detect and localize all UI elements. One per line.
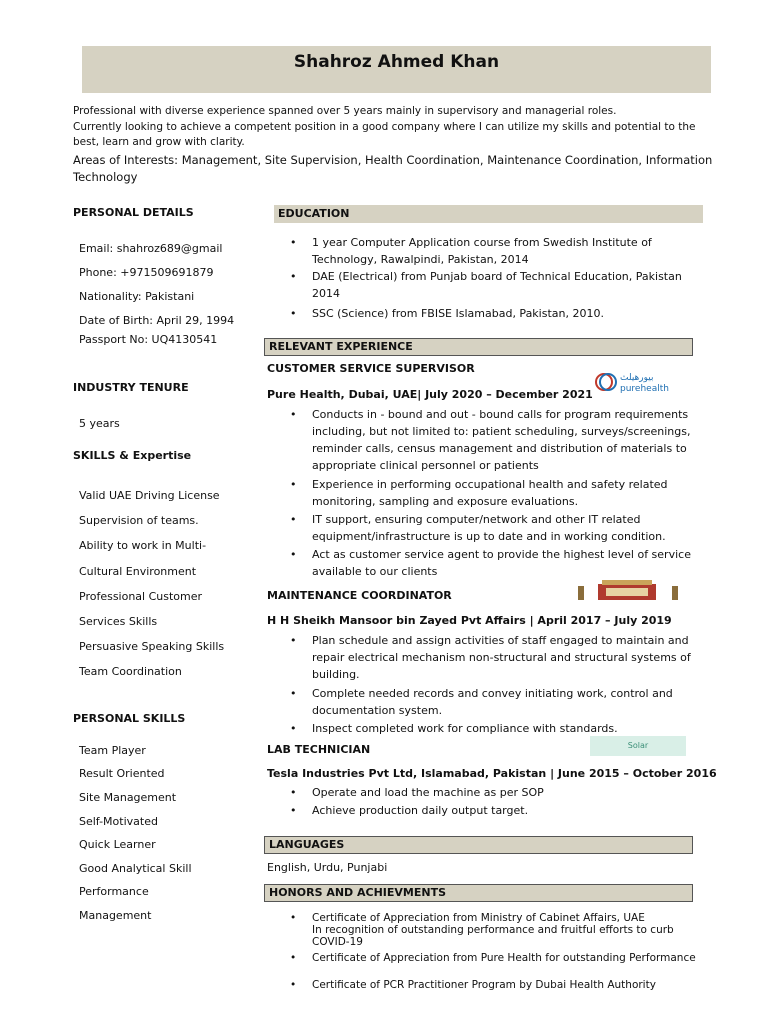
skill-item: Ability to work in Multi- — [79, 539, 207, 552]
honor-item: • Certificate of Appreciation from Pure Health for outstanding Performance — [290, 952, 696, 964]
personal-skill-item: Self-Motivated — [79, 815, 158, 828]
job-bullet: • IT support, ensuring computer/network and other IT related equipment/infrastructure is up to date and in working condition. — [290, 513, 666, 543]
personal-skill-item: Good Analytical Skill — [79, 862, 192, 875]
personal-skill-item: Performance — [79, 885, 149, 898]
languages-value: English, Urdu, Punjabi — [267, 861, 388, 874]
skill-item: Services Skills — [79, 615, 158, 628]
passport-text: Passport No: UQ4130541 — [79, 333, 218, 346]
personal-skills-heading: PERSONAL SKILLS — [73, 712, 186, 725]
skill-item: Supervision of teams. — [79, 514, 199, 527]
candidate-name: Shahroz Ahmed Khan — [293, 52, 500, 72]
honors-heading: HONORS AND ACHIEVMENTS — [264, 884, 693, 902]
job-bullet: • Experience in performing occupational health and safety related monitoring, sampling and exposure evaluations. — [290, 478, 668, 508]
job-company: Tesla Industries Pvt Ltd, Islamabad, Pakistan | June 2015 – October 2016 — [267, 767, 717, 780]
skill-item: Professional Customer — [79, 590, 203, 603]
job-company: Pure Health, Dubai, UAE| July 2020 – December 2021 — [267, 388, 593, 401]
job-title: CUSTOMER SERVICE SUPERVISOR — [267, 362, 475, 375]
palace-logo — [576, 578, 688, 602]
solar-logo-text: Solar — [627, 741, 649, 750]
svg-text:purehealth: purehealth — [620, 384, 669, 394]
industry-tenure-heading: INDUSTRY TENURE — [73, 381, 189, 394]
personal-skill-item: Management — [79, 909, 152, 922]
job-bullet: • Inspect completed work for compliance with standards. — [290, 722, 618, 735]
education-item: • SSC (Science) from FBISE Islamabad, Pakistan, 2010. — [290, 307, 604, 320]
svg-text:بيورهيلث: بيورهيلث — [620, 373, 654, 383]
job-bullet: • Conducts in - bound and out - bound calls for program requirements including, but not limited to: patient scheduling, surveys/screenings, reminder calls, census management and distribution of materials to appropriate clinical personnel or patients — [290, 408, 691, 472]
summary-line-2: Currently looking to achieve a competent position in a good company where I can utilize my skills and potential to the best, learn and grow with clarity. — [73, 121, 696, 148]
job-bullet: • Achieve production daily output target. — [290, 804, 529, 817]
areas-of-interest: Areas of Interests: Management, Site Supervision, Health Coordination, Maintenance Coordination, Information Technology — [73, 153, 713, 184]
skill-item: Valid UAE Driving License — [79, 489, 220, 502]
solar-logo — [590, 736, 686, 756]
education-heading: EDUCATION — [274, 205, 703, 223]
honor-item: • Certificate of Appreciation from Ministry of Cabinet Affairs, UAE In recognition of outstanding performance and fruitful efforts to curb COVID-19 — [290, 912, 674, 948]
job-title: MAINTENANCE COORDINATOR — [267, 589, 452, 602]
purehealth-logo — [592, 369, 688, 395]
personal-details-heading: PERSONAL DETAILS — [73, 206, 194, 219]
job-bullet: • Plan schedule and assign activities of staff engaged to maintain and repair electrical mechanism non-structural and structural systems of building. — [290, 634, 691, 681]
job-bullet: • Operate and load the machine as per SOP — [290, 786, 544, 799]
industry-tenure-value: 5 years — [79, 417, 120, 430]
summary-line-1: Professional with diverse experience spanned over 5 years mainly in supervisory and managerial roles. — [73, 105, 617, 117]
skill-item: Team Coordination — [79, 665, 182, 678]
job-bullet: • Complete needed records and convey initiating work, control and documentation system. — [290, 687, 673, 717]
honor-item: • Certificate of PCR Practitioner Program by Dubai Health Authority — [290, 979, 656, 991]
phone-text: Phone: +971509691879 — [79, 266, 214, 279]
personal-skill-item: Team Player — [79, 744, 146, 757]
nationality-text: Nationality: Pakistani — [79, 290, 195, 303]
skill-item: Persuasive Speaking Skills — [79, 640, 225, 653]
experience-heading: RELEVANT EXPERIENCE — [264, 338, 693, 356]
skill-item: Cultural Environment — [79, 565, 197, 578]
personal-skill-item: Result Oriented — [79, 767, 165, 780]
education-item: • 1 year Computer Application course from Swedish Institute of Technology, Rawalpindi, Pakistan, 2014 — [290, 236, 652, 266]
job-bullet: • Act as customer service agent to provide the highest level of service available to our clients — [290, 548, 691, 578]
personal-skill-item: Quick Learner — [79, 838, 156, 851]
languages-heading: LANGUAGES — [264, 836, 693, 854]
dob-text: Date of Birth: April 29, 1994 — [79, 314, 235, 327]
name-banner — [82, 46, 711, 93]
education-item: • DAE (Electrical) from Punjab board of Technical Education, Pakistan 2014 — [290, 270, 682, 300]
email-text: Email: shahroz689@gmail — [79, 242, 223, 255]
job-title: LAB TECHNICIAN — [267, 743, 371, 756]
job-company: H H Sheikh Mansoor bin Zayed Pvt Affairs | April 2017 – July 2019 — [267, 614, 672, 627]
personal-skill-item: Site Management — [79, 791, 177, 804]
skills-heading: SKILLS & Expertise — [73, 449, 192, 462]
